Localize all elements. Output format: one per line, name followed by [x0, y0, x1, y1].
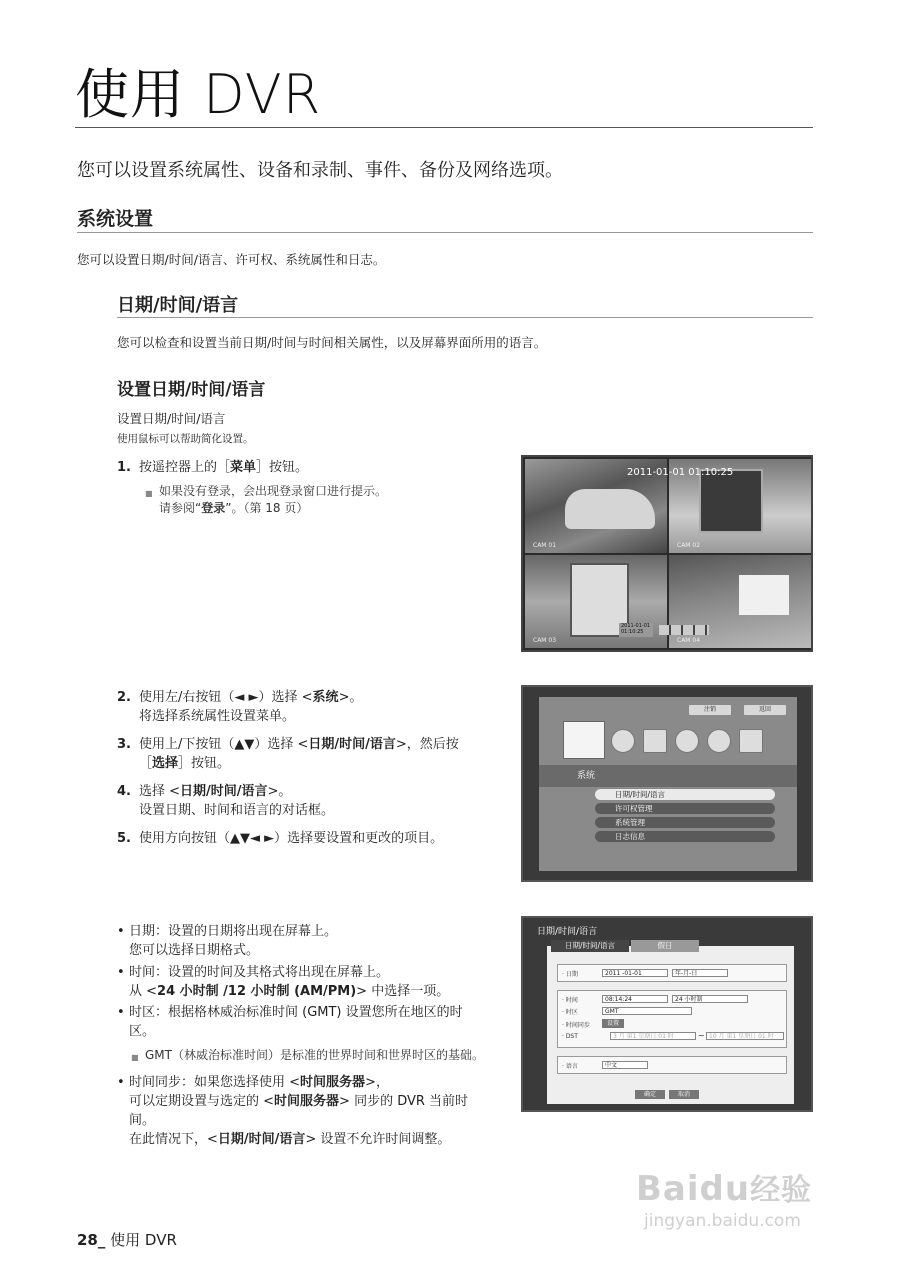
subsection-rule — [117, 317, 813, 318]
schedule-icon[interactable] — [643, 729, 667, 753]
system-menu-screenshot — [521, 685, 813, 882]
menu-item-log[interactable]: 日志信息 — [595, 831, 775, 842]
toolbar-icons[interactable] — [659, 625, 709, 635]
logout-button[interactable]: 注销 — [689, 705, 731, 715]
sub-line-2: 使用鼠标可以帮助简化设置。 — [117, 433, 254, 445]
title-rule — [75, 127, 813, 128]
date-format-select[interactable]: 年-月-日 — [672, 969, 728, 977]
datetime-dialog-screenshot: 日期/时间/语言 日期/时间/语言 假日 · 日期 2011 -01-01 年-月-日 · 时间 08:14:24 24 小时制 · 时区 GMT · 时间同步 设置 · DST 3 月 第1 星期日 01 时 ~ 10 月 第1 星期日 01 时 · 语言 中文 确定 取消 — [521, 916, 813, 1112]
time-field[interactable]: 08:14:24 — [602, 995, 668, 1003]
event-icon[interactable] — [675, 729, 699, 753]
bullet-timezone: • 时区：根据格林威治标准时间 (GMT) 设置您所在地区的时 区。 — [117, 1005, 463, 1039]
device-icon[interactable] — [611, 729, 635, 753]
step-4: 4. 选择 <日期/时间/语言>。 设置日期、时间和语言的对话框。 — [117, 784, 335, 818]
subsection-heading: 日期/时间/语言 — [117, 295, 239, 316]
language-select[interactable]: 中文 — [602, 1061, 648, 1069]
subsection-desc: 您可以检查和设置当前日期/时间与时间相关属性，以及屏幕界面所用的语言。 — [117, 335, 547, 350]
step-5: 5. 使用方向按钮（▲▼◄ ►）选择要设置和更改的项目。 — [117, 831, 444, 846]
ok-button[interactable]: 确定 — [635, 1090, 665, 1099]
bullet-time-sync: • 时间同步：如果您选择使用 <时间服务器>， 可以定期设置与选定的 <时间服务器> 同步的 DVR 当前时 间。 在此情况下，<日期/时间/语言> 设置不允许时间调整。 — [117, 1075, 469, 1147]
backup-icon[interactable] — [707, 729, 731, 753]
timestamp-overlay: 2011-01-01 01:10:25 — [627, 467, 734, 478]
exit-button[interactable]: 返回 — [744, 705, 786, 715]
bullet-date: • 日期：设置的日期将出现在屏幕上。 您可以选择日期格式。 — [117, 924, 338, 958]
intro-text: 您可以设置系统属性、设备和录制、事件、备份及网络选项。 — [77, 160, 563, 181]
step-1: 1. 按遥控器上的［菜单］按钮。 — [117, 460, 309, 475]
network-icon[interactable] — [739, 729, 763, 753]
timezone-select[interactable]: GMT — [602, 1007, 692, 1015]
section-desc: 您可以设置日期/时间/语言、许可权、系统属性和日志。 — [77, 252, 386, 267]
bullet-time: • 时间：设置的时间及其格式将出现在屏幕上。 从 <24 小时制 /12 小时制 (AM/PM)> 中选择一项。 — [117, 965, 450, 999]
menu-bar-label: 系统 — [539, 765, 797, 787]
date-field[interactable]: 2011 -01-01 — [602, 969, 668, 977]
section-rule — [77, 232, 813, 233]
mini-time: 2011-01-01 01:10:25 — [619, 623, 653, 637]
gmt-note: ■ GMT（林威治标准时间）是标准的世界时间和世界时区的基础。 — [145, 1047, 515, 1064]
section-heading: 系统设置 — [77, 208, 154, 230]
sub-line-1: 设置日期/时间/语言 — [117, 411, 226, 426]
page-footer: 28_ 使用 DVR — [77, 1231, 177, 1249]
cam-view-4: CAM 04 — [669, 555, 811, 648]
dialog-title: 日期/时间/语言 — [537, 927, 598, 937]
cam-view-2: CAM 02 — [669, 459, 811, 553]
tab-holiday[interactable]: 假日 — [631, 940, 699, 952]
dst-start-field[interactable]: 3 月 第1 星期日 01 时 — [610, 1032, 696, 1040]
dst-end-field[interactable]: 10 月 第1 星期日 01 时 — [706, 1032, 784, 1040]
page-title: 使用 DVR — [75, 63, 322, 126]
sub-heading: 设置日期/时间/语言 — [117, 380, 266, 400]
tab-datetime[interactable]: 日期/时间/语言 — [551, 940, 629, 952]
time-format-select[interactable]: 24 小时制 — [672, 995, 748, 1003]
menu-item-datetime[interactable]: 日期/时间/语言 — [595, 789, 775, 800]
step-2: 2. 使用左/右按钮（◄ ►）选择 <系统>。 将选择系统属性设置菜单。 — [117, 690, 363, 724]
cam-view-1: CAM 01 — [525, 459, 667, 553]
camera-grid-screenshot — [521, 455, 813, 652]
menu-item-system[interactable]: 系统管理 — [595, 817, 775, 828]
step-1-note: ■ 如果没有登录，会出现登录窗口进行提示。 请参阅“登录”。（第 18 页） — [159, 483, 499, 517]
step-3: 3. 使用上/下按钮（▲▼）选择 <日期/时间/语言>，然后按 ［选择］按钮。 — [117, 737, 459, 771]
time-sync-setup-button[interactable]: 设置 — [602, 1019, 624, 1028]
cam-view-3: CAM 03 — [525, 555, 667, 648]
menu-item-permission[interactable]: 许可权管理 — [595, 803, 775, 814]
cancel-button[interactable]: 取消 — [669, 1090, 699, 1099]
baidu-watermark: Baidu经验 jingyan.baidu.com — [636, 1169, 813, 1231]
system-icon[interactable] — [563, 721, 605, 759]
